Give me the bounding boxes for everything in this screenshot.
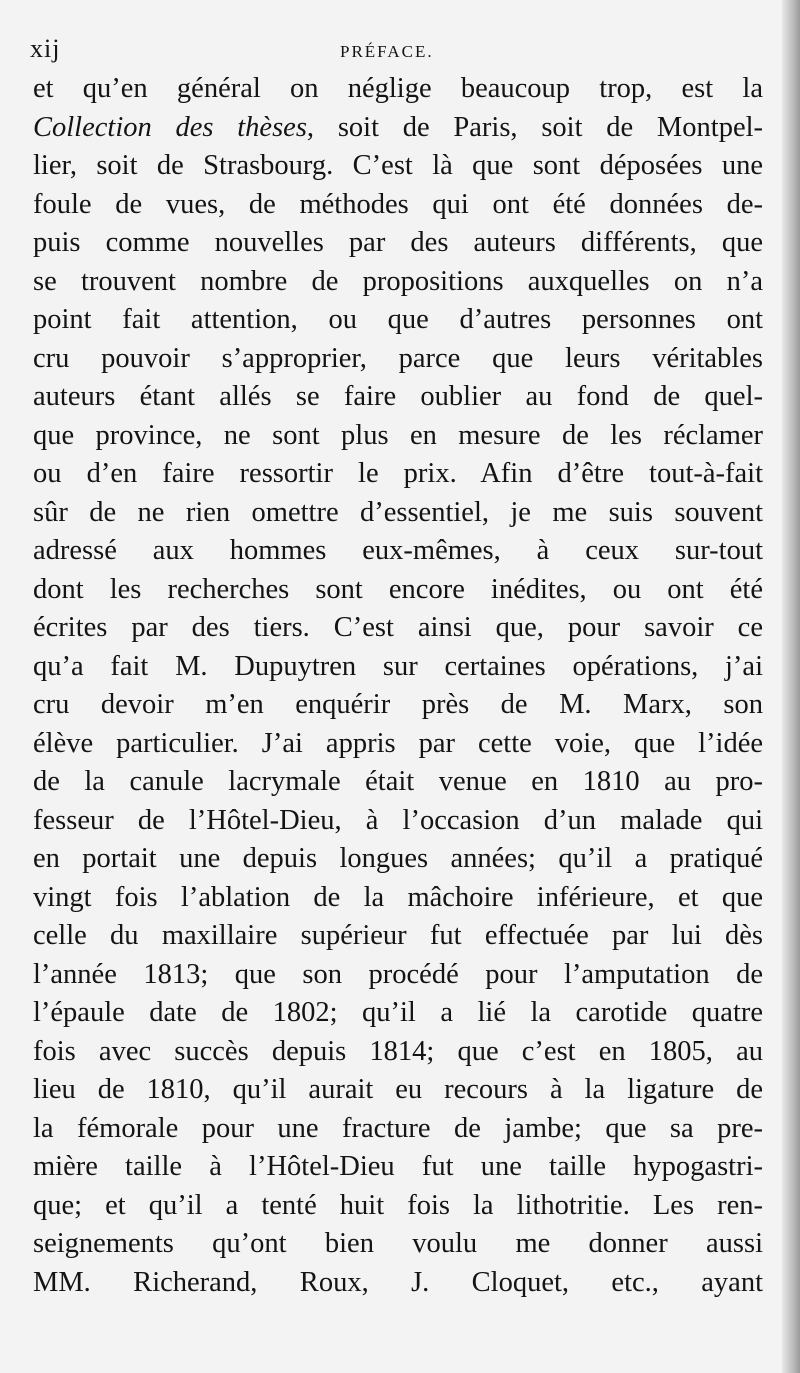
text-line-9: auteurs étant allés se faire oublier au fond de quel- [33,381,763,412]
body-text [33,70,763,1302]
text-line-13: adressé aux hommes eux-mêmes, à ceux sur-tout [33,535,763,566]
text-line-27: lieu de 1810, qu’il aurait eu recours à la ligature de [33,1074,763,1105]
text-line-20: fesseur de l’Hôtel-Dieu, à l’occasion d’un malade qui [33,804,763,836]
text-line-29: mière taille à l’Hôtel-Dieu fut une taille hypogastri- [33,1151,763,1182]
text-line-2-rest: , soit de Paris, soit de Montpel- [306,111,763,143]
text-line-10: que province, ne sont plus en mesure de les réclamer [33,419,763,451]
text-line-24: l’année 1813; que son procédé pour l’amputation de [33,958,763,990]
text-line-15: écrites par des tiers. C’est ainsi que, pour savoir ce [33,612,763,643]
text-line-19: de la canule lacrymale était venue en 1810 au pro- [33,766,763,797]
italic-title: Collection des thèses [33,111,307,143]
text-line-5: puis comme nouvelles par des auteurs différents, que [33,227,763,258]
text-line-12: sûr de ne rien omettre d’essentiel, je me suis souvent [33,496,763,528]
page-edge-shadow [782,0,800,1373]
text-line-32: MM. Richerand, Roux, J. Cloquet, etc., ayant [33,1266,763,1298]
text-line-6: se trouvent nombre de propositions auxquelles on n’a [33,265,763,297]
text-line-26: fois avec succès depuis 1814; que c’est en 1805, au [33,1035,763,1067]
text-line-22: vingt fois l’ablation de la mâchoire inférieure, et que [33,881,763,913]
running-head: PRÉFACE. [340,42,434,61]
text-line-28: la fémorale pour une fracture de jambe; que sa pre- [33,1112,763,1144]
page-header [30,30,770,70]
text-line-23: celle du maxillaire supérieur fut effectuée par lui dès [33,920,763,951]
text-line-7: point fait attention, ou que d’autres personnes ont [33,304,763,335]
text-line-2 [33,109,763,148]
text-line-25: l’épaule date de 1802; qu’il a lié la carotide quatre [33,997,763,1028]
text-line-18: élève particulier. J’ai appris par cette voie, que l’idée [33,727,763,759]
text-line-21: en portait une depuis longues années; qu’il a pratiqué [33,843,763,874]
text-line-16: qu’a fait M. Dupuytren sur certaines opérations, j’ai [33,650,763,682]
text-line-14: dont les recherches sont encore inédites, ou ont été [33,573,763,605]
text-line-8: cru pouvoir s’approprier, parce que leurs véritables [33,342,763,374]
text-line-1: et qu’en général on néglige beaucoup trop, est la [33,73,763,104]
text-line-11: ou d’en faire ressortir le prix. Afin d’être tout-à-fait [33,458,763,489]
text-line-17: cru devoir m’en enquérir près de M. Marx, son [33,689,763,720]
page-number: xij [30,34,61,63]
text-line-3: lier, soit de Strasbourg. C’est là que sont déposées une [33,150,763,181]
text-line-31: seignements qu’ont bien voulu me donner aussi [33,1228,763,1259]
text-line-30: que; et qu’il a tenté huit fois la lithotritie. Les ren- [33,1189,763,1221]
text-line-4: foule de vues, de méthodes qui ont été données de- [33,188,763,220]
